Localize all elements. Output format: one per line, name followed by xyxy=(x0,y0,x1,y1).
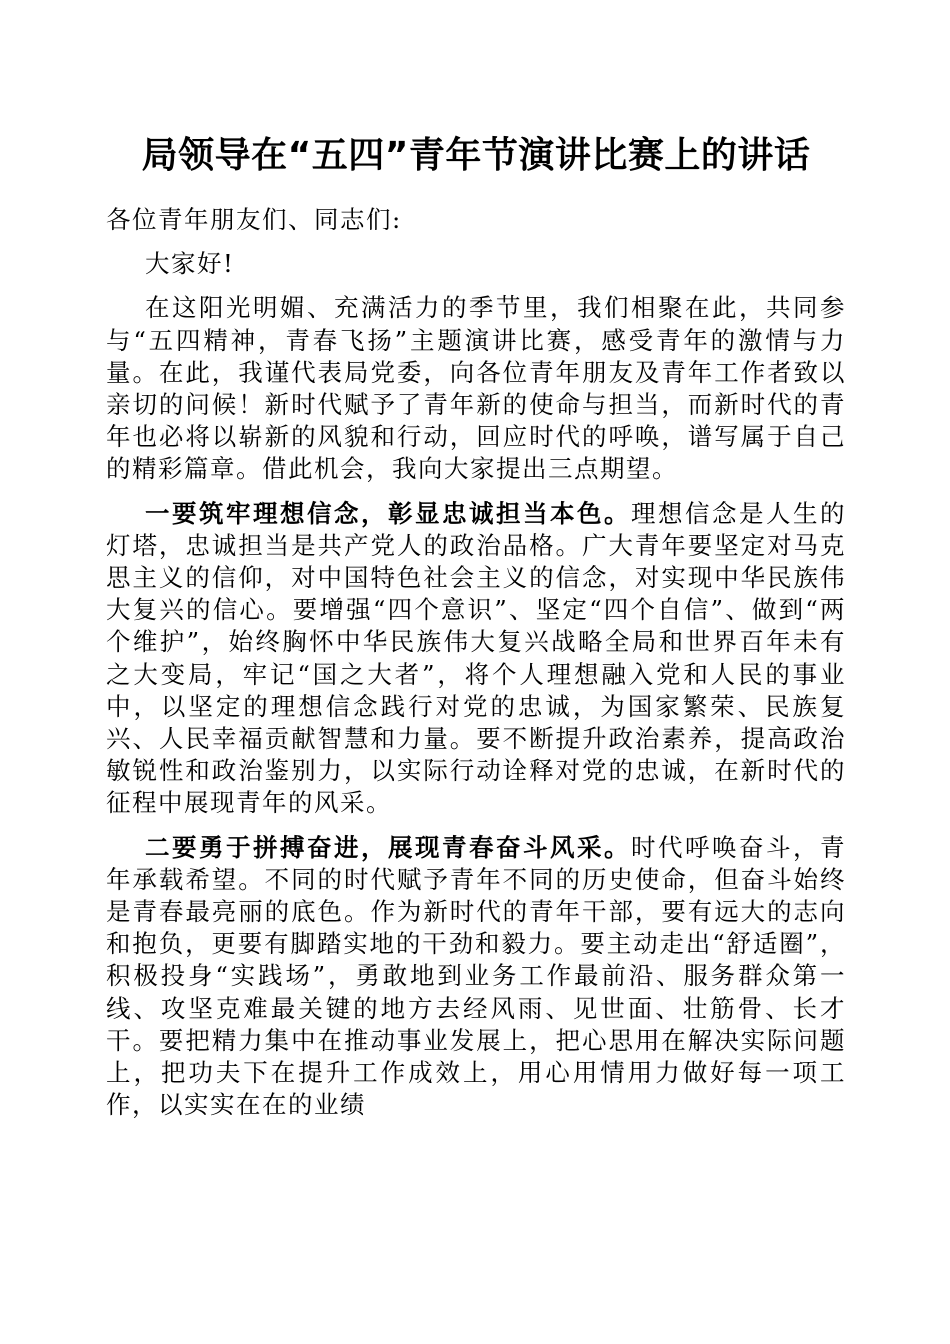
salutation: 各位青年朋友们、同志们: xyxy=(106,205,402,234)
paragraph-text: 时代呼唤奋斗，青年承载希望。不同的时代赋予青年不同的历史使命，但奋斗始终是青春最亮丽的底色。作为新时代的青年干部，要有远大的志向和抱负，更要有脚踏实地的干劲和毅力。要主动走出“舒适圈”，积极投身“实践场”，勇敢地到业务工作最前沿、服务群众第一线、攻坚克难最关键的地方去经风雨、见世面、壮筋骨、长才干。要把精力集中在推动事业发展上，把心思用在解决实际问题上，把功夫下在提升工作成效上，用心用情用力做好每一项工作，以实实在在的业绩 xyxy=(106,832,846,1120)
paragraph-intro xyxy=(106,292,846,485)
paragraph-lead: 一要筑牢理想信念，彰显忠诚担当本色。 xyxy=(145,498,631,528)
document-title: 局领导在“五四”青年节演讲比赛上的讲话 xyxy=(141,135,811,176)
paragraph-point-two xyxy=(106,832,846,1122)
paragraph-lead: 二要勇于拼搏奋进，展现青春奋斗风采。 xyxy=(145,832,631,862)
paragraph-text: 在这阳光明媚、充满活力的季节里，我们相聚在此，共同参与“五四精神，青春飞扬”主题演讲比赛，感受青年的激情与力量。在此，我谨代表局党委，向各位青年朋友及青年工作者致以亲切的问候！新时代赋予了青年新的使命与担当，而新时代的青年也必将以崭新的风貌和行动，回应时代的呼唤，谱写属于自己的精彩篇章。借此机会，我向大家提出三点期望。 xyxy=(106,293,846,484)
paragraph-point-one xyxy=(106,498,846,820)
greeting: 大家好! xyxy=(145,249,235,279)
paragraph-text: 理想信念是人生的灯塔，忠诚担当是共产党人的政治品格。广大青年要坚定对马克思主义的信仰，对中国特色社会主义的信念，对实现中华民族伟大复兴的信心。要增强“四个意识”、坚定“四个自信”、做到“两个维护”，始终胸怀中华民族伟大复兴战略全局和世界百年未有之大变局，牢记“国之大者”，将个人理想融入党和人民的事业中，以坚定的理想信念践行对党的忠诚，为国家繁荣、民族复兴、人民幸福贡献智慧和力量。要不断提升政治素养，提高政治敏锐性和政治鉴别力，以实际行动诠释对党的忠诚，在新时代的征程中展现青年的风采。 xyxy=(106,498,846,818)
